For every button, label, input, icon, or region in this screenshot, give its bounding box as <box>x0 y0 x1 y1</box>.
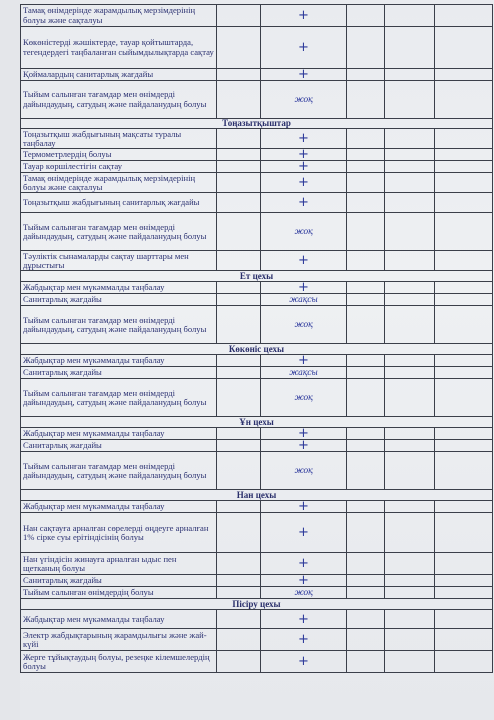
checklist-row <box>21 428 493 440</box>
section-header-row <box>21 271 493 282</box>
checklist-row <box>21 587 493 599</box>
empty-cell <box>347 379 385 417</box>
checklist-row <box>21 129 493 149</box>
empty-cell <box>385 379 435 417</box>
empty-cell <box>435 513 493 553</box>
checkmark-plus: + <box>261 513 347 553</box>
checklist-row <box>21 629 493 651</box>
empty-cell <box>435 193 493 213</box>
checklist-row <box>21 81 493 119</box>
empty-cell <box>435 575 493 587</box>
empty-cell <box>347 501 385 513</box>
checkmark-plus: + <box>261 440 347 452</box>
checklist-row <box>21 294 493 306</box>
checklist-row <box>21 69 493 81</box>
empty-cell <box>217 629 261 651</box>
empty-cell <box>385 282 435 294</box>
empty-cell <box>347 629 385 651</box>
empty-cell <box>347 367 385 379</box>
empty-cell <box>217 587 261 599</box>
checkmark-plus: + <box>261 129 347 149</box>
empty-cell <box>385 587 435 599</box>
empty-cell <box>217 651 261 673</box>
checkmark-plus: + <box>261 575 347 587</box>
checklist-row <box>21 651 493 673</box>
checkmark-plus: + <box>261 173 347 193</box>
empty-cell <box>217 575 261 587</box>
handwritten-note: жоқ <box>261 81 347 119</box>
empty-cell <box>217 129 261 149</box>
handwritten-note: жоқ <box>261 587 347 599</box>
checkmark-plus: + <box>261 69 347 81</box>
empty-cell <box>435 129 493 149</box>
checklist-row <box>21 27 493 69</box>
empty-cell <box>347 161 385 173</box>
checklist-body <box>21 5 493 673</box>
checklist-row <box>21 610 493 629</box>
requirement-label: Санитарлық жағдайы <box>21 575 217 587</box>
checkmark-plus: + <box>261 355 347 367</box>
empty-cell <box>347 69 385 81</box>
page-margin <box>0 0 20 720</box>
empty-cell <box>385 173 435 193</box>
section-title: Пісіру цехы <box>21 599 493 610</box>
section-title: Нан цехы <box>21 490 493 501</box>
checklist-row <box>21 173 493 193</box>
section-header-row <box>21 490 493 501</box>
requirement-label: Тыйым салынған өнімдердің болуы <box>21 587 217 599</box>
empty-cell <box>217 440 261 452</box>
requirement-label: Термометрлердің болуы <box>21 149 217 161</box>
checkmark-plus: + <box>261 251 347 271</box>
checkmark-plus: + <box>261 651 347 673</box>
empty-cell <box>435 629 493 651</box>
empty-cell <box>385 69 435 81</box>
checklist-row <box>21 5 493 27</box>
checklist-row <box>21 161 493 173</box>
empty-cell <box>435 282 493 294</box>
empty-cell <box>385 629 435 651</box>
requirement-label: Электр жабдықтарының жарамдылығы және жай-күйі <box>21 629 217 651</box>
requirement-label: Жерге тұйықтаудың болуы, резеңке кілемшелердің болуы <box>21 651 217 673</box>
empty-cell <box>385 367 435 379</box>
requirement-label: Жабдықтар мен мүкәммалды таңбалау <box>21 610 217 629</box>
checkmark-plus: + <box>261 629 347 651</box>
empty-cell <box>347 81 385 119</box>
empty-cell <box>435 501 493 513</box>
empty-cell <box>385 27 435 69</box>
empty-cell <box>435 440 493 452</box>
empty-cell <box>217 428 261 440</box>
empty-cell <box>385 553 435 575</box>
requirement-label: Тыйым салынған тағамдар мен өнімдерді дайындаудың, сатудың және пайдаланудың болуы <box>21 213 217 251</box>
requirement-label: Тәуліктік сынамаларды сақтау шарттары мен дұрыстығы <box>21 251 217 271</box>
empty-cell <box>217 282 261 294</box>
empty-cell <box>435 306 493 344</box>
empty-cell <box>347 251 385 271</box>
checklist-row <box>21 575 493 587</box>
empty-cell <box>217 251 261 271</box>
requirement-label: Тамақ өнімдерінде жарамдылық мерзімдерінің болуы және сақталуы <box>21 173 217 193</box>
checkmark-plus: + <box>261 27 347 69</box>
empty-cell <box>217 173 261 193</box>
empty-cell <box>385 610 435 629</box>
empty-cell <box>435 5 493 27</box>
empty-cell <box>347 193 385 213</box>
empty-cell <box>347 513 385 553</box>
empty-cell <box>385 651 435 673</box>
checkmark-plus: + <box>261 161 347 173</box>
empty-cell <box>385 149 435 161</box>
empty-cell <box>347 428 385 440</box>
empty-cell <box>385 5 435 27</box>
empty-cell <box>217 81 261 119</box>
handwritten-note: жоқ <box>261 452 347 490</box>
handwritten-note: жоқ <box>261 306 347 344</box>
inspection-checklist-table <box>20 4 493 673</box>
section-header-row <box>21 344 493 355</box>
checkmark-plus: + <box>261 5 347 27</box>
empty-cell <box>435 161 493 173</box>
handwritten-note: жақсы <box>261 294 347 306</box>
requirement-label: Қоймалардың санитарлық жағдайы <box>21 69 217 81</box>
checklist-row <box>21 513 493 553</box>
checklist-row <box>21 501 493 513</box>
checklist-row <box>21 213 493 251</box>
requirement-label: Нан сақтауға арналған сөрелерді өңдеуге арналған 1% сірке суы ерітіндісінің болуы <box>21 513 217 553</box>
empty-cell <box>217 610 261 629</box>
empty-cell <box>347 587 385 599</box>
requirement-label: Жабдықтар мен мүкәммалды таңбалау <box>21 282 217 294</box>
empty-cell <box>435 379 493 417</box>
empty-cell <box>435 251 493 271</box>
empty-cell <box>385 161 435 173</box>
empty-cell <box>217 149 261 161</box>
empty-cell <box>347 651 385 673</box>
empty-cell <box>435 81 493 119</box>
checkmark-plus: + <box>261 428 347 440</box>
empty-cell <box>385 81 435 119</box>
section-title: Тоңазытқыштар <box>21 119 493 129</box>
checklist-row <box>21 440 493 452</box>
empty-cell <box>217 69 261 81</box>
empty-cell <box>347 173 385 193</box>
section-header-row <box>21 599 493 610</box>
empty-cell <box>385 251 435 271</box>
empty-cell <box>347 553 385 575</box>
requirement-label: Тоңазытқыш жабдығының санитарлық жағдайы <box>21 193 217 213</box>
empty-cell <box>347 5 385 27</box>
empty-cell <box>385 294 435 306</box>
checklist-row <box>21 379 493 417</box>
empty-cell <box>435 294 493 306</box>
empty-cell <box>385 213 435 251</box>
empty-cell <box>217 355 261 367</box>
checklist-row <box>21 367 493 379</box>
requirement-label: Тауар көршілестігін сақтау <box>21 161 217 173</box>
empty-cell <box>435 452 493 490</box>
empty-cell <box>385 501 435 513</box>
empty-cell <box>385 575 435 587</box>
empty-cell <box>435 610 493 629</box>
section-title: Көкөніс цехы <box>21 344 493 355</box>
checklist-row <box>21 193 493 213</box>
requirement-label: Санитарлық жағдайы <box>21 440 217 452</box>
empty-cell <box>347 575 385 587</box>
empty-cell <box>217 367 261 379</box>
requirement-label: Санитарлық жағдайы <box>21 294 217 306</box>
empty-cell <box>347 27 385 69</box>
empty-cell <box>435 27 493 69</box>
section-header-row <box>21 119 493 129</box>
handwritten-note: жақсы <box>261 367 347 379</box>
empty-cell <box>347 440 385 452</box>
empty-cell <box>347 282 385 294</box>
empty-cell <box>347 306 385 344</box>
requirement-label: Санитарлық жағдайы <box>21 367 217 379</box>
requirement-label: Тыйым салынған тағамдар мен өнімдерді дайындаудың, сатудың және пайдаланудың болуы <box>21 379 217 417</box>
checkmark-plus: + <box>261 282 347 294</box>
checkmark-plus: + <box>261 501 347 513</box>
requirement-label: Тыйым салынған тағамдар мен өнімдерді дайындаудың, сатудың және пайдаланудың болуы <box>21 306 217 344</box>
requirement-label: Тыйым салынған тағамдар мен өнімдерді дайындаудың, сатудың және пайдаланудың болуы <box>21 81 217 119</box>
empty-cell <box>347 452 385 490</box>
empty-cell <box>347 294 385 306</box>
checklist-row <box>21 149 493 161</box>
empty-cell <box>385 513 435 553</box>
empty-cell <box>435 553 493 575</box>
empty-cell <box>347 355 385 367</box>
section-title: Ет цехы <box>21 271 493 282</box>
requirement-label: Тоңазытқыш жабдығының мақсаты туралы таңбалау <box>21 129 217 149</box>
empty-cell <box>435 428 493 440</box>
empty-cell <box>435 149 493 161</box>
handwritten-note: жоқ <box>261 379 347 417</box>
empty-cell <box>385 428 435 440</box>
empty-cell <box>217 294 261 306</box>
requirement-label: Жабдықтар мен мүкәммалды таңбалау <box>21 501 217 513</box>
empty-cell <box>385 452 435 490</box>
checkmark-plus: + <box>261 553 347 575</box>
checklist-row <box>21 282 493 294</box>
section-header-row <box>21 417 493 428</box>
empty-cell <box>217 553 261 575</box>
requirement-label: Көкөністерді жәшіктерде, тауар қойтыштарда, тегендердегі таңбаланған сыйымдылықтарда сақтау <box>21 27 217 69</box>
requirement-label: Тыйым салынған тағамдар мен өнімдерді дайындаудың, сатудың және пайдаланудың болуы <box>21 452 217 490</box>
empty-cell <box>217 5 261 27</box>
checklist-row <box>21 251 493 271</box>
empty-cell <box>385 129 435 149</box>
checklist-row <box>21 553 493 575</box>
empty-cell <box>347 213 385 251</box>
empty-cell <box>217 379 261 417</box>
requirement-label: Нан үгіндісін жинауға арналған ыдыс пен щетканың болуы <box>21 553 217 575</box>
empty-cell <box>435 367 493 379</box>
empty-cell <box>217 213 261 251</box>
requirement-label: Тамақ өнімдерінде жарамдылық мерзімдерінің болуы және сақталуы <box>21 5 217 27</box>
empty-cell <box>347 129 385 149</box>
empty-cell <box>385 440 435 452</box>
section-title: Ұн цехы <box>21 417 493 428</box>
empty-cell <box>435 213 493 251</box>
empty-cell <box>217 27 261 69</box>
empty-cell <box>217 452 261 490</box>
empty-cell <box>217 161 261 173</box>
requirement-label: Жабдықтар мен мүкәммалды таңбалау <box>21 428 217 440</box>
checkmark-plus: + <box>261 610 347 629</box>
empty-cell <box>435 69 493 81</box>
empty-cell <box>217 501 261 513</box>
empty-cell <box>217 193 261 213</box>
empty-cell <box>385 306 435 344</box>
empty-cell <box>435 355 493 367</box>
handwritten-note: жоқ <box>261 213 347 251</box>
checklist-row <box>21 306 493 344</box>
empty-cell <box>435 651 493 673</box>
empty-cell <box>347 610 385 629</box>
checkmark-plus: + <box>261 193 347 213</box>
empty-cell <box>385 355 435 367</box>
empty-cell <box>435 173 493 193</box>
empty-cell <box>435 587 493 599</box>
requirement-label: Жабдықтар мен мүкәммалды таңбалау <box>21 355 217 367</box>
checklist-row <box>21 452 493 490</box>
checkmark-plus: + <box>261 149 347 161</box>
empty-cell <box>385 193 435 213</box>
empty-cell <box>217 513 261 553</box>
empty-cell <box>347 149 385 161</box>
checklist-row <box>21 355 493 367</box>
empty-cell <box>217 306 261 344</box>
